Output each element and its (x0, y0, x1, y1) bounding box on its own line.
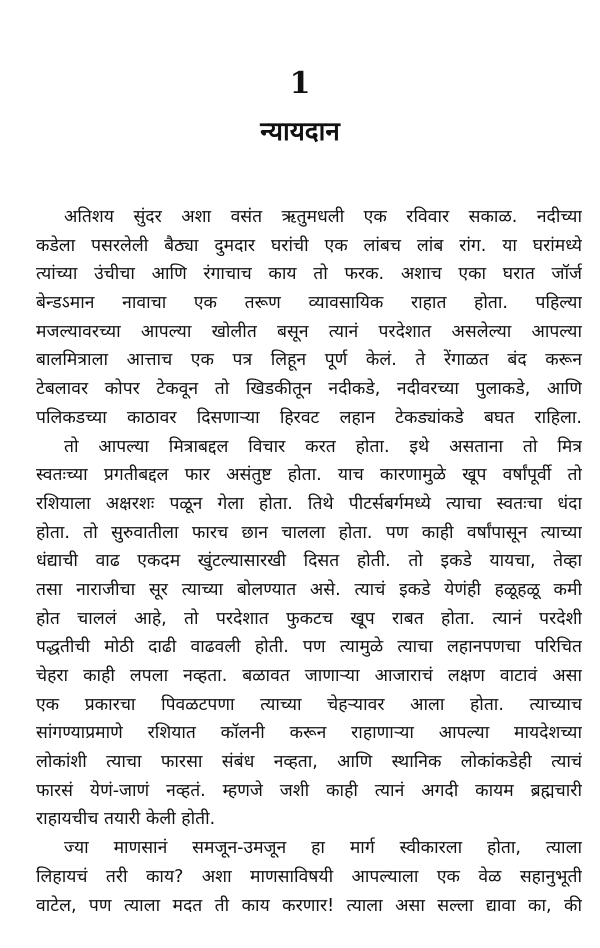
body-line: रशियाला अक्षरशः पळून गेला होता. तिथे पीटर्सबर्गमध्ये त्याचा स्वतःचा धंदा (36, 493, 582, 514)
body-line: लिहायचं तरी काय? अशा माणसाविषयी आपल्याला एक वेळ सहानुभूती (36, 866, 582, 887)
body-line: बेन्डऽमान नावाचा एक तरूण व्यावसायिक राहात होता. पहिल्या (36, 293, 582, 314)
body-line: तसा नाराजीचा सूर त्याच्या बोलण्यात असे. त्याचं इकडे येणंही हळूहळू कमी (36, 579, 582, 600)
body-line: होता. तो सुरुवातीला फारच छान चालला होता. पण काही वर्षांपासून त्याच्या (36, 522, 582, 543)
body-line: चेहरा काही लपला नव्हता. बळावत जाणाऱ्या आजाराचं लक्षण वाटावं असा (36, 666, 582, 686)
body-line: ज्या माणसानं समजून-उमजून हा मार्ग स्वीकारला होता, त्याला (64, 838, 582, 859)
body-line: फारसं येणं-जाणं नव्हतं. म्हणजे जशी काही त्यानं अगदी कायम ब्रह्मचारी (36, 780, 582, 801)
body-line: होत चाललं आहे, तो परदेशात फुकटच खूप राबत होता. त्यानं परदेशी (36, 608, 582, 629)
body-line: टेबलावर कोपर टेकवून तो खिडकीतून नदीकडे, नदीवरच्या पुलाकडे, आणि (36, 379, 582, 400)
body-line: मजल्यावरच्या आपल्या खोलीत बसून त्यानं परदेशात असलेल्या आपल्या (36, 321, 582, 342)
chapter-body (36, 203, 582, 920)
body-line: बालमित्राला आत्ताच एक पत्र लिहून पूर्ण केलं. ते रेंगाळत बंद करून (36, 350, 582, 371)
body-line: एक प्रकारचा पिवळटपणा त्याच्या चेहऱ्यावर आला होता. त्याच्याच (36, 694, 582, 715)
body-line: राहायचीच तयारी केली होती. (36, 809, 216, 830)
body-line: वाटेल, पण त्याला मदत ती काय करणार! त्याला असा सल्ला द्यावा का, की (36, 895, 582, 916)
body-line: पद्धतीची मोठी दाढी वाढवली होती. पण त्यामुळे त्याचा लहानपणचा परिचित (36, 637, 582, 658)
chapter-number: 1 (289, 66, 311, 101)
body-line: त्यांच्या उंचीचा आणि रंगाचाच काय तो फरक. अशाच एका घरात जॉर्ज (36, 264, 582, 285)
body-line: लोकांशी त्याचा फारसा संबंध नव्हता, आणि स्थानिक लोकांकडेही त्याचं (36, 752, 582, 773)
body-line: सांगण्याप्रमाणे रशियात कॉलनी करून राहाणाऱ्या आपल्या मायदेशच्या (36, 723, 582, 744)
body-line: पलिकडच्या काठावर दिसणाऱ्या हिरवट लहान टेकड्यांकडे बघत राहिला. (36, 407, 582, 428)
body-line: अतिशय सुंदर अशा वसंत ऋतुमधली एक रविवार सकाळ. नदीच्या (64, 207, 582, 227)
body-line: धंद्याची वाढ एकदम खुंटल्यासारखी दिसत होती. तो इकडे यायचा, तेव्हा (36, 551, 582, 572)
body-line: तो आपल्या मित्राबद्दल विचार करत होता. इथे असताना तो मित्र (64, 436, 582, 457)
body-line: स्वतःच्या प्रगतीबद्दल फार असंतुष्ट होता. याच कारणामुळे खूप वर्षांपूर्वी तो (36, 465, 582, 486)
chapter-title: न्यायदान (260, 117, 340, 147)
body-line: कडेला पसरलेली बैठ्या दुमदार घरांची एक लांबच लांब रांग. या घरांमध्ये (36, 235, 582, 256)
